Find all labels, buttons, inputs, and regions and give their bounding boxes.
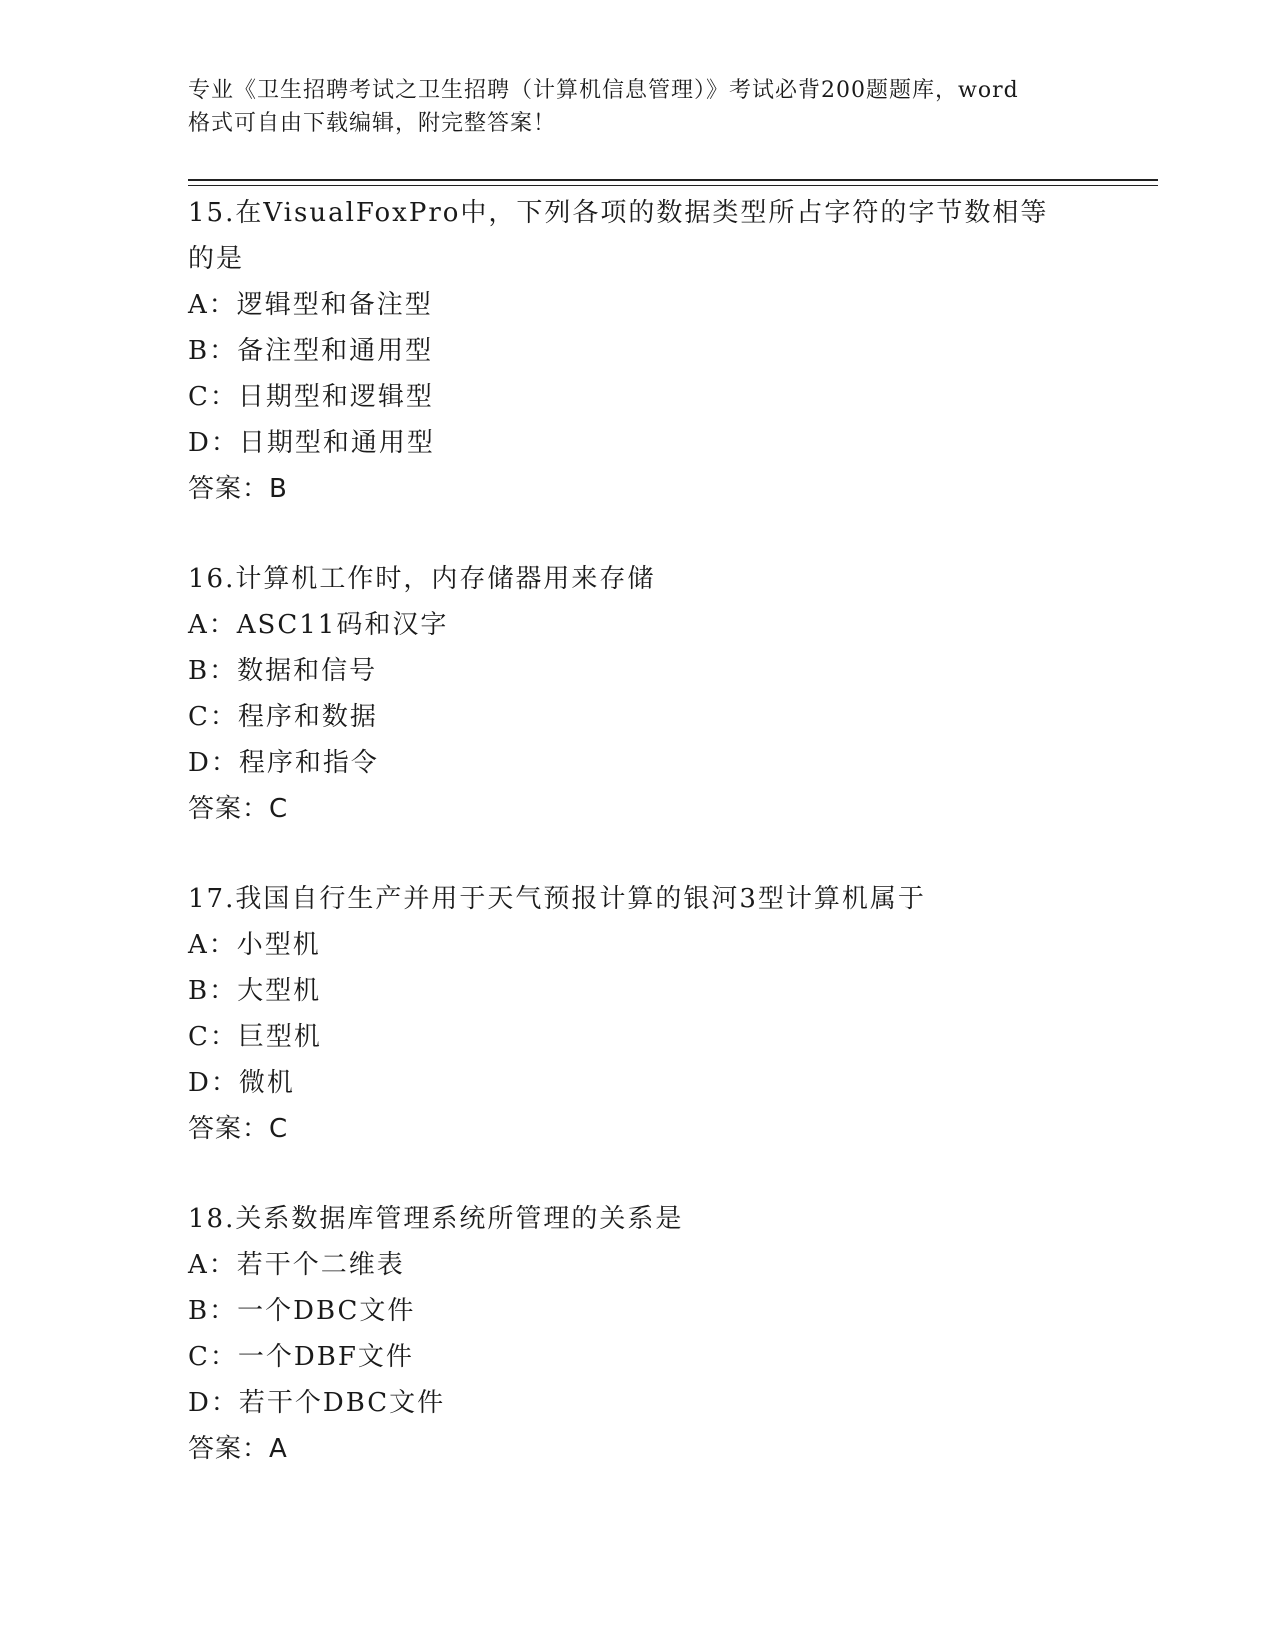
answer-line: 答案：B bbox=[188, 474, 288, 504]
option-c: C：巨型机 bbox=[188, 1022, 322, 1052]
document-header bbox=[188, 74, 1088, 140]
option-a: A：若干个二维表 bbox=[188, 1250, 405, 1280]
question-16 bbox=[188, 556, 1068, 832]
header-line-2: 格式可自由下载编辑，附完整答案！ bbox=[188, 111, 557, 136]
answer-line: 答案：C bbox=[188, 794, 289, 824]
question-stem: 16.计算机工作时，内存储器用来存储 bbox=[188, 564, 656, 594]
question-17 bbox=[188, 876, 1068, 1152]
option-c: C：日期型和逻辑型 bbox=[188, 382, 434, 412]
option-d: D：日期型和通用型 bbox=[188, 428, 435, 458]
option-b: B：备注型和通用型 bbox=[188, 336, 434, 366]
question-stem: 17.我国自行生产并用于天气预报计算的银河3型计算机属于 bbox=[188, 884, 926, 914]
question-stem: 15.在VisualFoxPro中，下列各项的数据类型所占字符的字节数相等 bbox=[188, 198, 1049, 228]
header-divider-thin bbox=[188, 185, 1158, 186]
question-15 bbox=[188, 190, 1068, 512]
option-c: C：程序和数据 bbox=[188, 702, 378, 732]
option-d: D：若干个DBC文件 bbox=[188, 1388, 446, 1418]
option-c: C：一个DBF文件 bbox=[188, 1342, 414, 1372]
option-b: B：大型机 bbox=[188, 976, 322, 1006]
option-d: D：微机 bbox=[188, 1068, 295, 1098]
header-divider-thick bbox=[188, 179, 1158, 181]
option-b: B：一个DBC文件 bbox=[188, 1296, 416, 1326]
option-b: B：数据和信号 bbox=[188, 656, 378, 686]
answer-line: 答案：C bbox=[188, 1114, 289, 1144]
question-stem: 18.关系数据库管理系统所管理的关系是 bbox=[188, 1204, 684, 1234]
answer-line: 答案：A bbox=[188, 1434, 288, 1464]
option-d: D：程序和指令 bbox=[188, 748, 379, 778]
option-a: A：逻辑型和备注型 bbox=[188, 290, 433, 320]
header-line-1: 专业《卫生招聘考试之卫生招聘（计算机信息管理）》考试必背200题题库，word bbox=[188, 78, 1019, 103]
question-stem-continued: 的是 bbox=[188, 244, 245, 274]
option-a: A：ASC11码和汉字 bbox=[188, 610, 449, 640]
option-a: A：小型机 bbox=[188, 930, 321, 960]
question-18 bbox=[188, 1196, 1068, 1472]
